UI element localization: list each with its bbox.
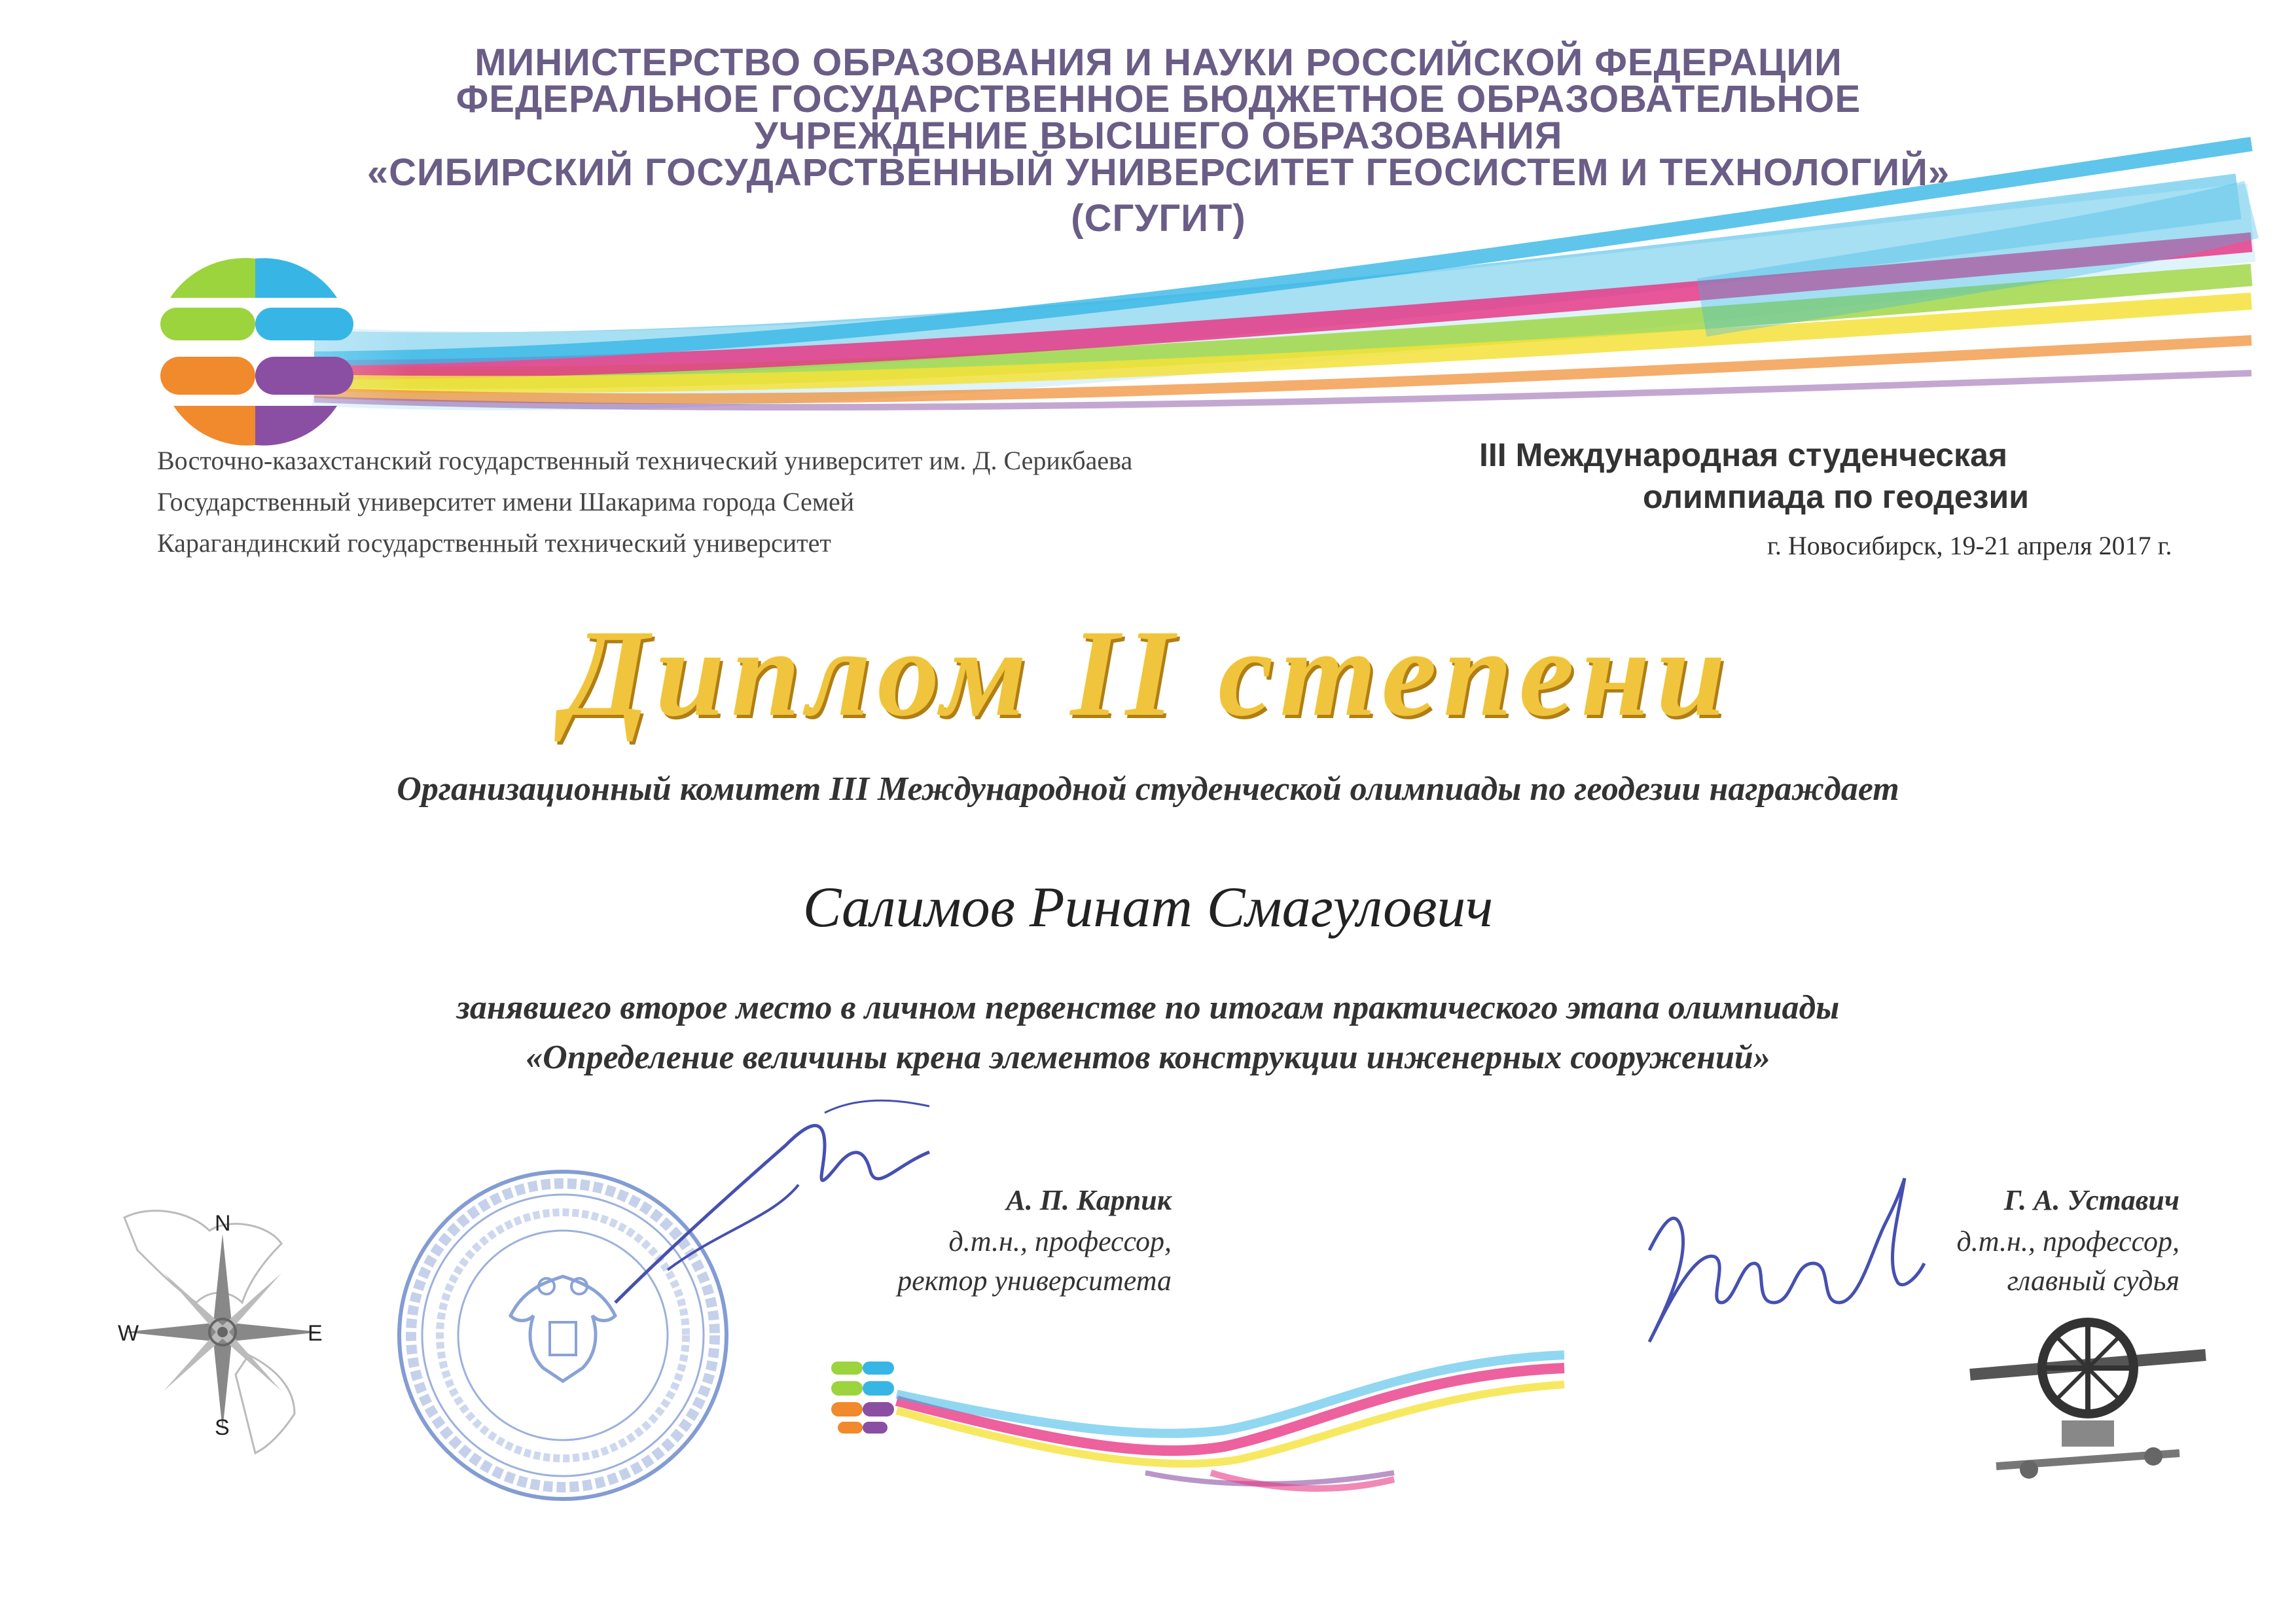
signatory-left — [753, 1183, 1172, 1301]
signatory-right-position: главный судья — [2007, 1265, 2179, 1297]
university-abbr: (СГУГИТ) — [1071, 197, 1246, 240]
event-title-line2: олимпиада по геодезии — [1643, 478, 2029, 515]
award-reason: занявшего второе место в личном первенстве по итогам практического этапа олимпиады — [456, 989, 1840, 1026]
compass-w-label: W — [118, 1321, 139, 1346]
partner-university-2: Государственный университет имени Шакарима города Семей — [157, 487, 855, 516]
compass-s-label: S — [215, 1415, 230, 1440]
university-name: «СИБИРСКИЙ ГОСУДАРСТВЕННЫЙ УНИВЕРСИТЕТ ГЕОСИСТЕМ И ТЕХНОЛОГИЙ» — [367, 151, 1950, 194]
event-place-date: г. Новосибирск, 19-21 апреля 2017 г. — [1767, 531, 2172, 560]
signatory-right-degree: д.т.н., профессор, — [1956, 1225, 2179, 1257]
signatory-left-name: А. П. Карпик — [1006, 1184, 1172, 1216]
partner-university-1: Восточно-казахстанский государственный технический университет им. Д. Серикбаева — [157, 446, 1133, 475]
institution-type-line: ФЕДЕРАЛЬНОЕ ГОСУДАРСТВЕННОЕ БЮДЖЕТНОЕ ОБРАЗОВАТЕЛЬНОЕ — [456, 78, 1861, 120]
award-topic: «Определение величины крена элементов конструкции инженерных сооружений» — [526, 1039, 1770, 1076]
compass-e-label: E — [308, 1321, 323, 1346]
signatory-right-name: Г. А. Уставич — [2003, 1184, 2179, 1216]
signatory-right — [1800, 1183, 2179, 1301]
institution-type-line-2: УЧРЕЖДЕНИЕ ВЫСШЕГО ОБРАЗОВАНИЯ — [754, 115, 1563, 157]
partner-university-3: Карагандинский государственный технический университет — [157, 528, 831, 558]
bottom-logo-wave — [818, 1348, 1590, 1506]
small-globe-logo-icon — [831, 1362, 894, 1434]
compass-n-label: N — [215, 1211, 231, 1236]
signatory-left-degree: д.т.н., профессор, — [948, 1225, 1172, 1257]
committee-text: Организационный комитет III Международной студенческой олимпиады по геодезии награждает — [397, 770, 1899, 808]
signatory-left-position: ректор университета — [897, 1265, 1172, 1297]
event-title-line1: III Международная студенческая — [1479, 437, 2008, 473]
diploma-title: Диплом II степени — [564, 605, 1732, 742]
theodolite-icon — [1957, 1309, 2219, 1499]
compass-rose-icon — [98, 1191, 347, 1466]
recipient-name: Салимов Ринат Смагулович — [802, 876, 1494, 939]
ministry-line: МИНИСТЕРСТВО ОБРАЗОВАНИЯ И НАУКИ РОССИЙСКОЙ ФЕДЕРАЦИИ — [475, 41, 1842, 84]
